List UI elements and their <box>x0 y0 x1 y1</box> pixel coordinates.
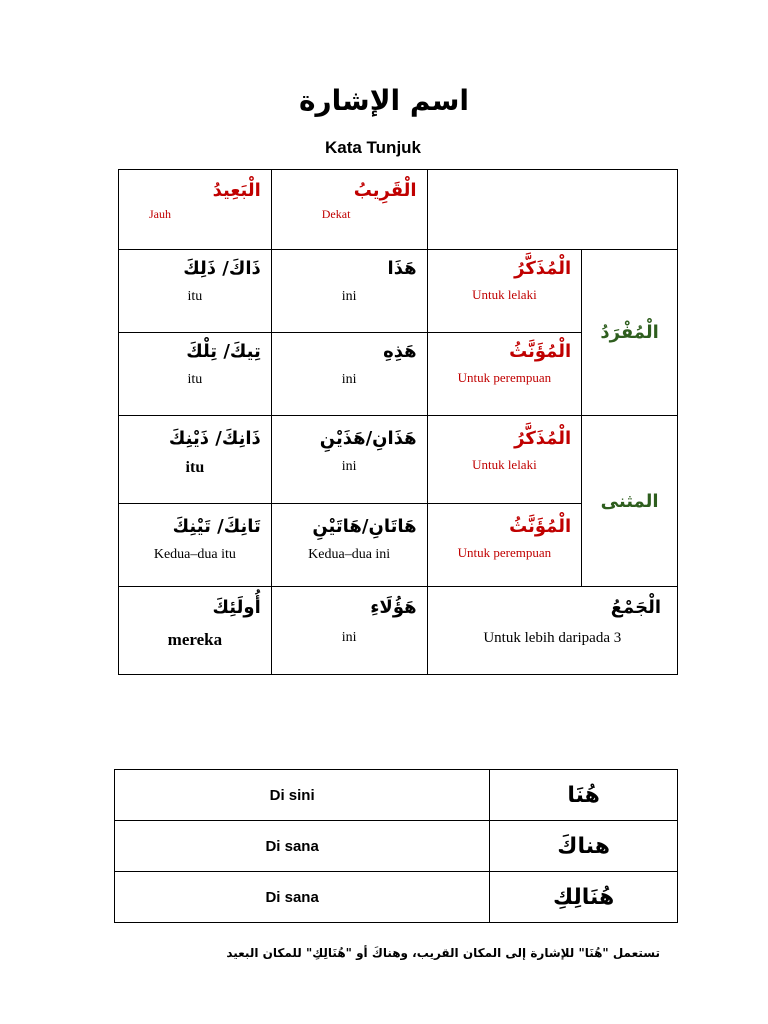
muthanna-masc-far-cell <box>119 416 272 504</box>
mufrad-masc-label-cell <box>427 250 582 333</box>
jam-near-ar: هَؤُلَاءِ <box>370 597 417 618</box>
muthanna-fem-far-cell <box>119 504 272 587</box>
mufrad-fem-id: Untuk perempuan <box>457 370 552 385</box>
header-far-cell <box>119 170 272 250</box>
muthanna-masc-label-cell <box>427 416 582 504</box>
mufrad-masc-ar: الْمُذَكَّرُ <box>514 258 572 279</box>
mufrad-fem-far-ar: تِيكَ/ تِلْكَ <box>186 341 261 362</box>
place-ar: هُنَالِكِ <box>490 872 678 923</box>
page-title: اسم الإشارة <box>299 84 469 117</box>
mufrad-masc-row <box>119 250 678 333</box>
place-ar: هناكَ <box>490 821 678 872</box>
muthanna-masc-near-id: ini <box>341 459 357 474</box>
mufrad-label: الْمُفْرَدُ <box>600 322 659 343</box>
muthanna-masc-far-ar: ذَانِكَ/ ذَيْنِكَ <box>168 428 261 449</box>
muthanna-fem-label-cell <box>427 504 582 587</box>
place-id: Di sana <box>115 872 490 923</box>
mufrad-fem-near-id: ini <box>341 372 357 387</box>
header-far-id: Jauh <box>149 207 171 221</box>
place-row <box>115 770 678 821</box>
mufrad-fem-label-cell <box>427 333 582 416</box>
jam-ar: الْجَمْعُ <box>610 597 661 618</box>
mufrad-masc-far-ar: ذَاكَ/ ذَلِكَ <box>183 258 261 279</box>
place-id: Di sana <box>115 821 490 872</box>
muthanna-fem-near-cell <box>271 504 427 587</box>
mufrad-masc-far-cell <box>119 250 272 333</box>
jam-near-cell <box>271 587 427 675</box>
mufrad-masc-near-ar: هَذَا <box>387 258 417 279</box>
header-row <box>119 170 678 250</box>
jam-far-id: mereka <box>167 630 223 649</box>
mufrad-fem-far-id: itu <box>187 372 203 387</box>
mufrad-label-cell <box>582 250 678 416</box>
muthanna-fem-far-ar: تَانِكَ/ تَيْنِكَ <box>172 516 261 537</box>
mufrad-masc-near-id: ini <box>341 289 357 304</box>
page-subtitle: Kata Tunjuk <box>324 138 422 157</box>
muthanna-masc-row <box>119 416 678 504</box>
mufrad-masc-near-cell <box>271 250 427 333</box>
muthanna-fem-near-id: Kedua–dua ini <box>308 547 391 562</box>
muthanna-fem-ar: الْمُؤَنَّثُ <box>509 516 572 537</box>
muthanna-label: المثنى <box>600 490 659 512</box>
muthanna-fem-id: Untuk perempuan <box>457 545 552 560</box>
muthanna-masc-near-ar: هَذَانِ/هَذَيْنِ <box>319 428 417 449</box>
place-table <box>114 769 678 923</box>
muthanna-fem-far-id: Kedua–dua itu <box>153 547 236 562</box>
header-far-ar: الْبَعِيدُ <box>212 180 261 201</box>
mufrad-fem-ar: الْمُؤَنَّثُ <box>509 341 572 362</box>
mufrad-fem-near-cell <box>271 333 427 416</box>
place-row <box>115 821 678 872</box>
muthanna-masc-near-cell <box>271 416 427 504</box>
muthanna-masc-id: Untuk lelaki <box>472 457 537 472</box>
place-row <box>115 872 678 923</box>
muthanna-label-cell <box>582 416 678 587</box>
footnote: تستعمل "هُنَا" للإشارة إلى المكان القريب، وهناكَ أو "هُنَالِكِ" للمكان البعيد <box>226 946 660 960</box>
muthanna-fem-near-ar: هَاتَانِ/هَاتَيْنِ <box>312 516 417 537</box>
demonstrative-table <box>118 169 678 675</box>
muthanna-masc-ar: الْمُذَكَّرُ <box>514 428 572 449</box>
mufrad-fem-near-ar: هَذِهِ <box>383 341 417 362</box>
header-near-id: Dekat <box>321 207 351 221</box>
mufrad-masc-id: Untuk lelaki <box>472 287 537 302</box>
jam-far-ar: أُولَئِكَ <box>212 597 261 618</box>
header-empty-cell <box>427 170 677 250</box>
jam-id: Untuk lebih daripada 3 <box>483 630 622 646</box>
mufrad-fem-far-cell <box>119 333 272 416</box>
jam-near-id: ini <box>341 630 357 645</box>
muthanna-masc-far-id: itu <box>185 459 205 476</box>
place-ar: هُنَا <box>490 770 678 821</box>
mufrad-masc-far-id: itu <box>187 289 203 304</box>
jam-row <box>119 587 678 675</box>
jam-label-cell <box>427 587 677 675</box>
header-near-ar: الْقَرِيبُ <box>353 180 417 201</box>
header-near-cell <box>271 170 427 250</box>
jam-far-cell <box>119 587 272 675</box>
place-id: Di sini <box>115 770 490 821</box>
